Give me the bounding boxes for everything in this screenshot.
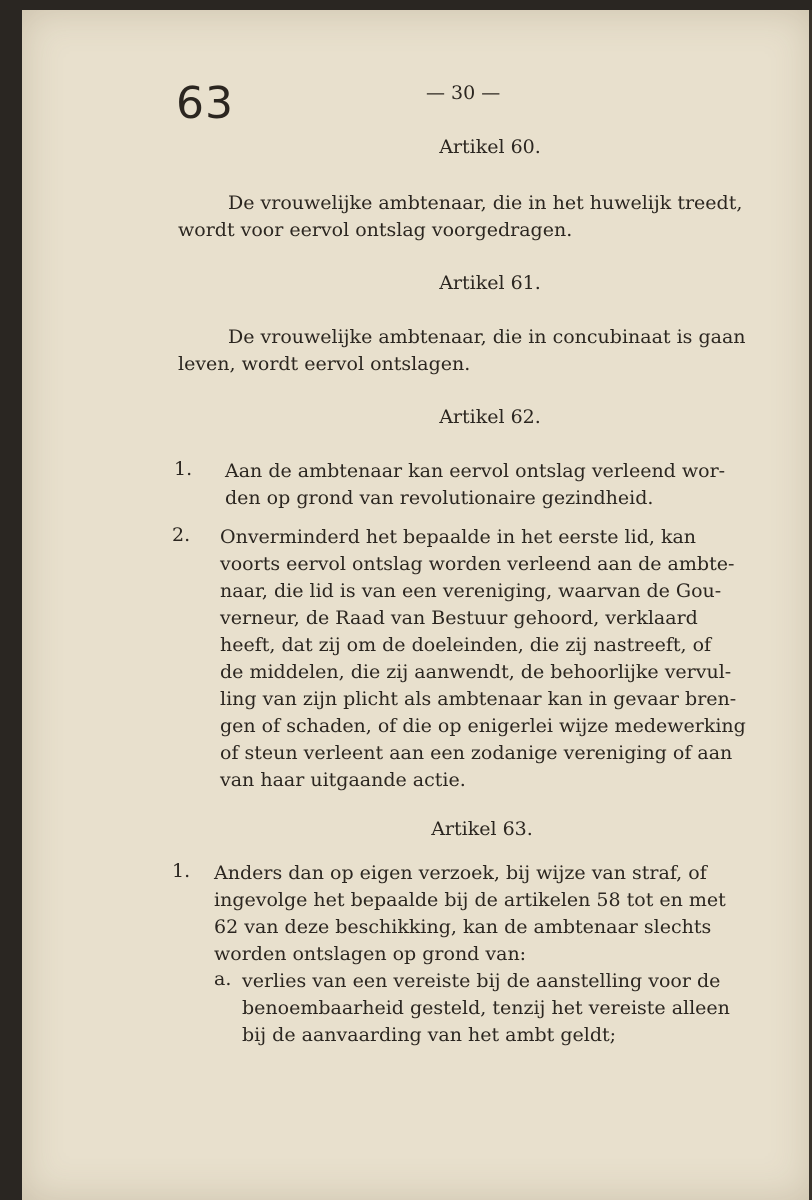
text-line: benoembaarheid gesteld, tenzij het vereiste alleen bbox=[242, 997, 730, 1019]
article-60-heading: Artikel 60. bbox=[439, 136, 541, 158]
handwritten-page-stamp: 63 bbox=[176, 78, 234, 129]
text-line: Onverminderd het bepaalde in het eerste lid, kan bbox=[220, 526, 697, 548]
text-line: verneur, de Raad van Bestuur gehoord, verklaard bbox=[220, 607, 698, 629]
article-60-text bbox=[178, 190, 768, 244]
text-line: ling van zijn plicht als ambtenaar kan in gevaar bren- bbox=[220, 688, 737, 710]
article-61-text bbox=[178, 324, 768, 378]
text-line: worden ontslagen op grond van: bbox=[214, 943, 527, 965]
sub-item-letter: a. bbox=[214, 968, 232, 990]
text-line: Anders dan op eigen verzoek, bij wijze van straf, of bbox=[214, 862, 707, 884]
text-line: van haar uitgaande actie. bbox=[220, 769, 466, 791]
text-line: 62 van deze beschikking, kan de ambtenaar slechts bbox=[214, 916, 712, 938]
text-line: voorts eervol ontslag worden verleend aan de ambte- bbox=[220, 553, 735, 575]
page-number: — 30 — bbox=[426, 82, 501, 104]
item-number: 2. bbox=[172, 524, 191, 546]
text-line: De vrouwelijke ambtenaar, die in concubinaat is gaan bbox=[228, 326, 746, 348]
item-number: 1. bbox=[172, 860, 191, 882]
text-line: de middelen, die zij aanwendt, de behoorlijke vervul- bbox=[220, 661, 732, 683]
article-63-sub-a bbox=[242, 968, 764, 1049]
article-62-item-2 bbox=[220, 524, 765, 794]
text-line: ingevolge het bepaalde bij de artikelen 58 tot en met bbox=[214, 889, 726, 911]
text-line: bij de aanvaarding van het ambt geldt; bbox=[242, 1024, 617, 1046]
article-62-heading: Artikel 62. bbox=[439, 406, 541, 428]
text-line: gen of schaden, of die op enigerlei wijze medewerking bbox=[220, 715, 746, 737]
text-line: De vrouwelijke ambtenaar, die in het huwelijk treedt, bbox=[228, 192, 743, 214]
article-62-item-1 bbox=[225, 458, 765, 512]
text-line: wordt voor eervol ontslag voorgedragen. bbox=[178, 219, 573, 241]
item-number: 1. bbox=[174, 458, 193, 480]
text-line: Aan de ambtenaar kan eervol ontslag verleend wor- bbox=[225, 460, 726, 482]
text-line: of steun verleent aan een zodanige vereniging of aan bbox=[220, 742, 733, 764]
article-63-heading: Artikel 63. bbox=[431, 818, 533, 840]
article-63-item-1 bbox=[214, 860, 764, 968]
text-line: heeft, dat zij om de doeleinden, die zij nastreeft, of bbox=[220, 634, 712, 656]
text-line: verlies van een vereiste bij de aanstelling voor de bbox=[242, 970, 721, 992]
text-line: naar, die lid is van een vereniging, waarvan de Gou- bbox=[220, 580, 722, 602]
text-line: den op grond van revolutionaire gezindheid. bbox=[225, 487, 654, 509]
text-line: leven, wordt eervol ontslagen. bbox=[178, 353, 471, 375]
article-61-heading: Artikel 61. bbox=[439, 272, 541, 294]
document-page bbox=[22, 10, 812, 1200]
